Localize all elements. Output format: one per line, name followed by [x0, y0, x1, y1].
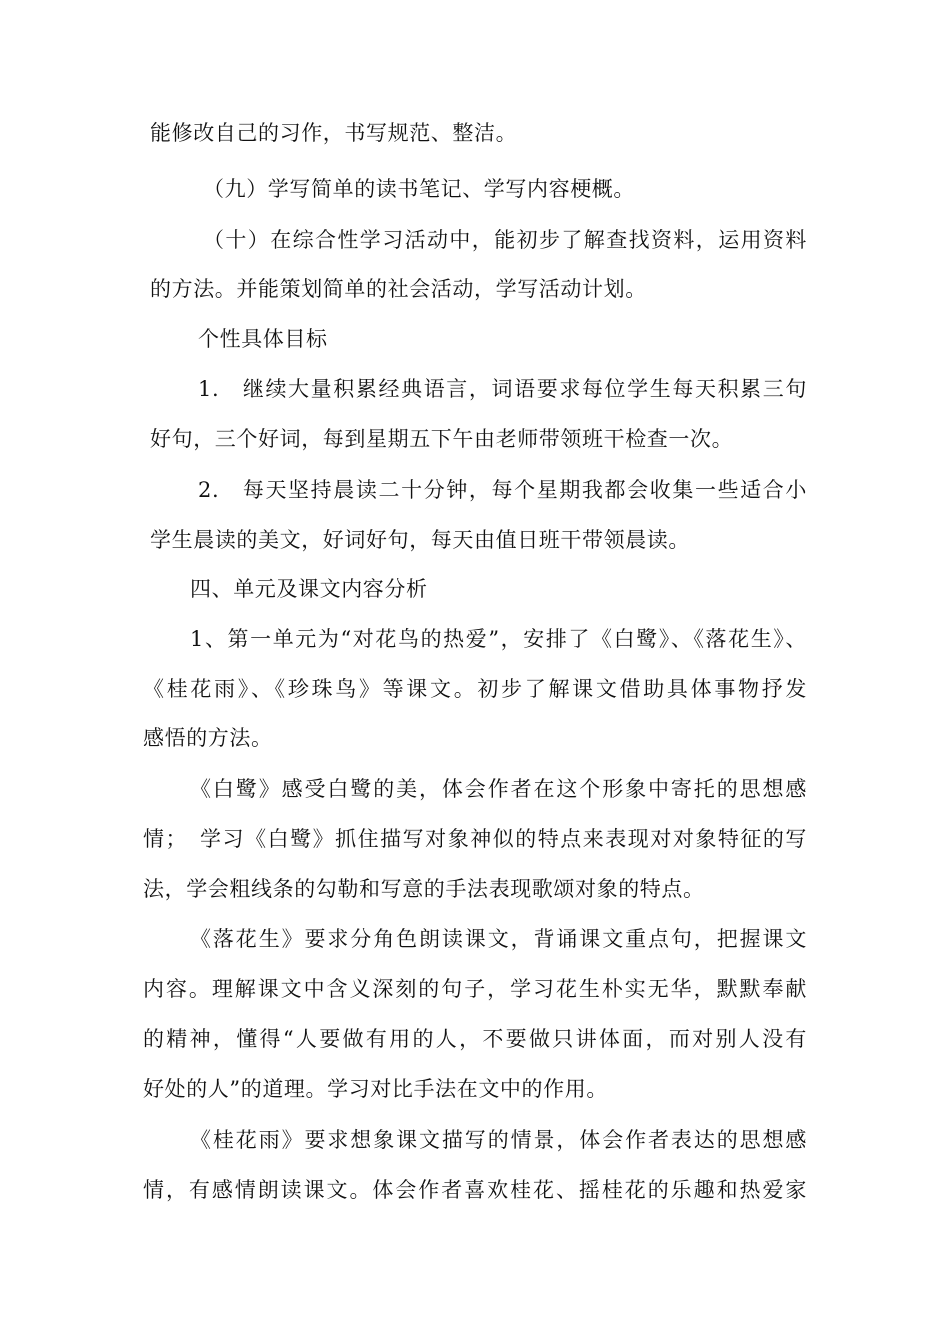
text-line: 2. 每天坚持晨读二十分钟，每个星期我都会收集一些适合小	[198, 478, 807, 502]
text-line: 的精神，懂得“人要做有用的人，不要做只讲体面，而对别人没有	[143, 1027, 807, 1051]
text-line: 能修改自己的习作，书写规范、整洁。	[150, 121, 518, 145]
text-line: 法，学会粗线条的勾勒和写意的手法表现歌颂对象的特点。	[143, 877, 705, 901]
text-line: 1. 继续大量积累经典语言，词语要求每位学生每天积累三句	[198, 377, 807, 401]
text-line: 好句，三个好词，每到星期五下午由老师带领班干检查一次。	[150, 427, 734, 451]
text-line: 感悟的方法。	[143, 726, 273, 750]
text-line: 的方法。并能策划简单的社会活动，学写活动计划。	[150, 277, 647, 301]
text-line: 好处的人”的道理。学习对比手法在文中的作用。	[143, 1077, 608, 1101]
text-line: 情，有感情朗读课文。体会作者喜欢桂花、摇桂花的乐趣和热爱家	[143, 1178, 807, 1202]
text-line: 内容。理解课文中含义深刻的句子，学习花生朴实无华，默默奉献	[143, 977, 807, 1001]
section-heading: 四、单元及课文内容分析	[190, 577, 428, 601]
text-line: 《桂花雨》、《珍珠鸟》等课文。初步了解课文借助具体事物抒发	[143, 677, 807, 701]
text-line: 《白鹭》感受白鹭的美，体会作者在这个形象中寄托的思想感	[190, 777, 807, 801]
text-line: （十）在综合性学习活动中，能初步了解查找资料，运用资料	[203, 228, 807, 252]
text-line: 《桂花雨》要求想象课文描写的情景，体会作者表达的思想感	[190, 1128, 807, 1152]
text-line: （九）学写简单的读书笔记、学写内容梗概。	[203, 177, 635, 201]
text-line: 1、第一单元为“对花鸟的热爱”，安排了《白鹭》、《落花生》、	[190, 627, 807, 651]
text-line: 情； 学习《白鹭》抓住描写对象神似的特点来表现对对象特征的写	[143, 827, 807, 851]
text-line: 《落花生》要求分角色朗读课文，背诵课文重点句，把握课文	[190, 927, 807, 951]
text-line: 个性具体目标	[198, 327, 328, 351]
text-line: 学生晨读的美文，好词好句，每天由值日班干带领晨读。	[150, 528, 690, 552]
